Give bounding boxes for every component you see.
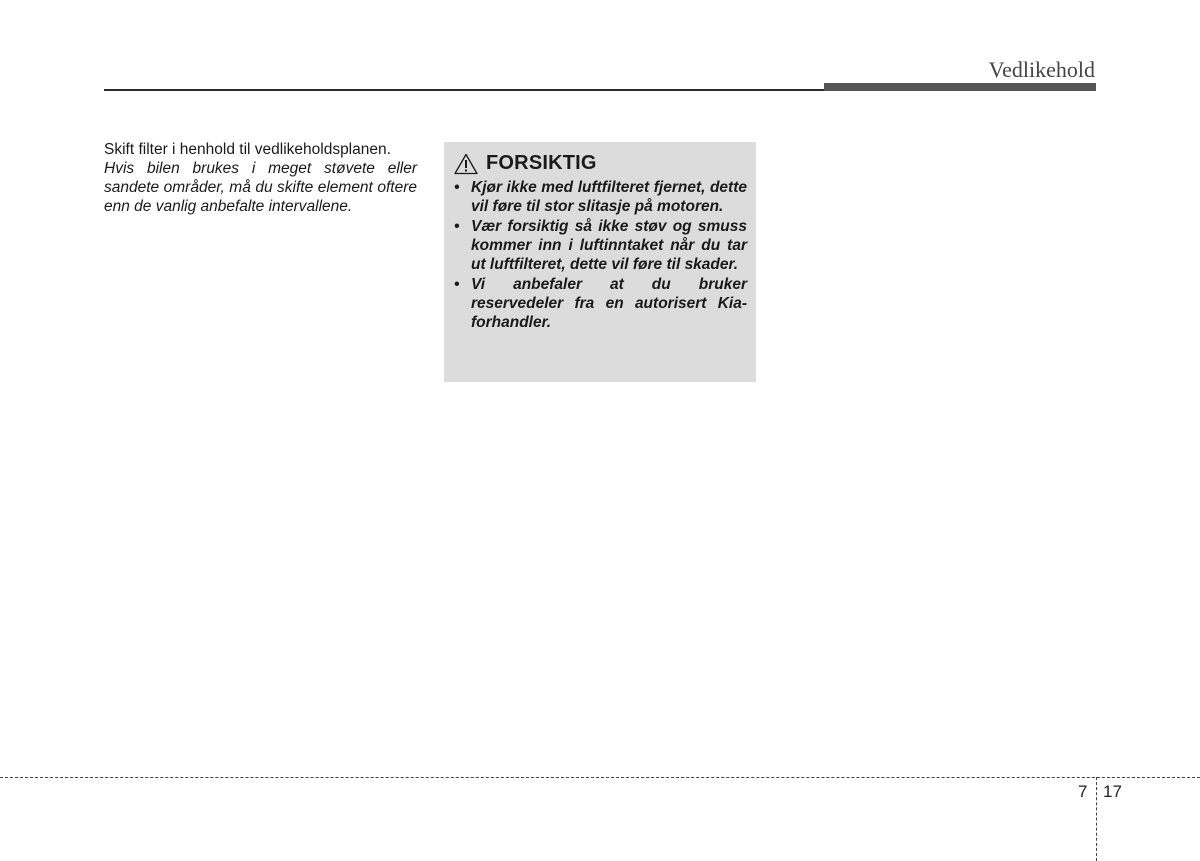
caution-item-text: Vær forsiktig så ikke støv og smuss kommer inn i luftinntaket når du tar ut luftfilteret, dette vil føre til skader. xyxy=(471,218,747,273)
bullet: • xyxy=(454,218,460,235)
footer-vertical-dashed-rule xyxy=(1096,777,1097,861)
left-column xyxy=(104,140,417,216)
page-number: 17 xyxy=(1103,782,1122,801)
caution-item-text: Vi anbefaler at du bruker reservedeler fra en autorisert Kia-forhandler. xyxy=(471,276,747,331)
caution-item xyxy=(454,178,747,216)
caution-title: FORSIKTIG xyxy=(486,152,597,174)
caution-item xyxy=(454,217,747,274)
bullet: • xyxy=(454,179,460,196)
bullet: • xyxy=(454,276,460,293)
section-title: Vedlikehold xyxy=(988,57,1095,82)
header-rule xyxy=(104,89,824,91)
dusty-conditions-note: Hvis bilen brukes i meget støvete eller sandete områder, må du skifte element oftere enn de vanlig anbefalte intervallene. xyxy=(104,160,417,215)
caution-item xyxy=(454,275,747,332)
chapter-number: 7 xyxy=(1078,782,1088,801)
caution-heading xyxy=(454,152,747,175)
header-bar xyxy=(824,83,1096,91)
caution-list xyxy=(454,178,747,332)
caution-item-text: Kjør ikke med luftfilteret fjernet, dette vil føre til stor slitasje på motoren. xyxy=(471,179,747,215)
warning-triangle-icon xyxy=(454,153,478,175)
footer-dashed-rule xyxy=(0,777,1200,778)
caution-box xyxy=(444,142,756,382)
intro-text: Skift filter i henhold til vedlikeholdsplanen. xyxy=(104,141,391,158)
